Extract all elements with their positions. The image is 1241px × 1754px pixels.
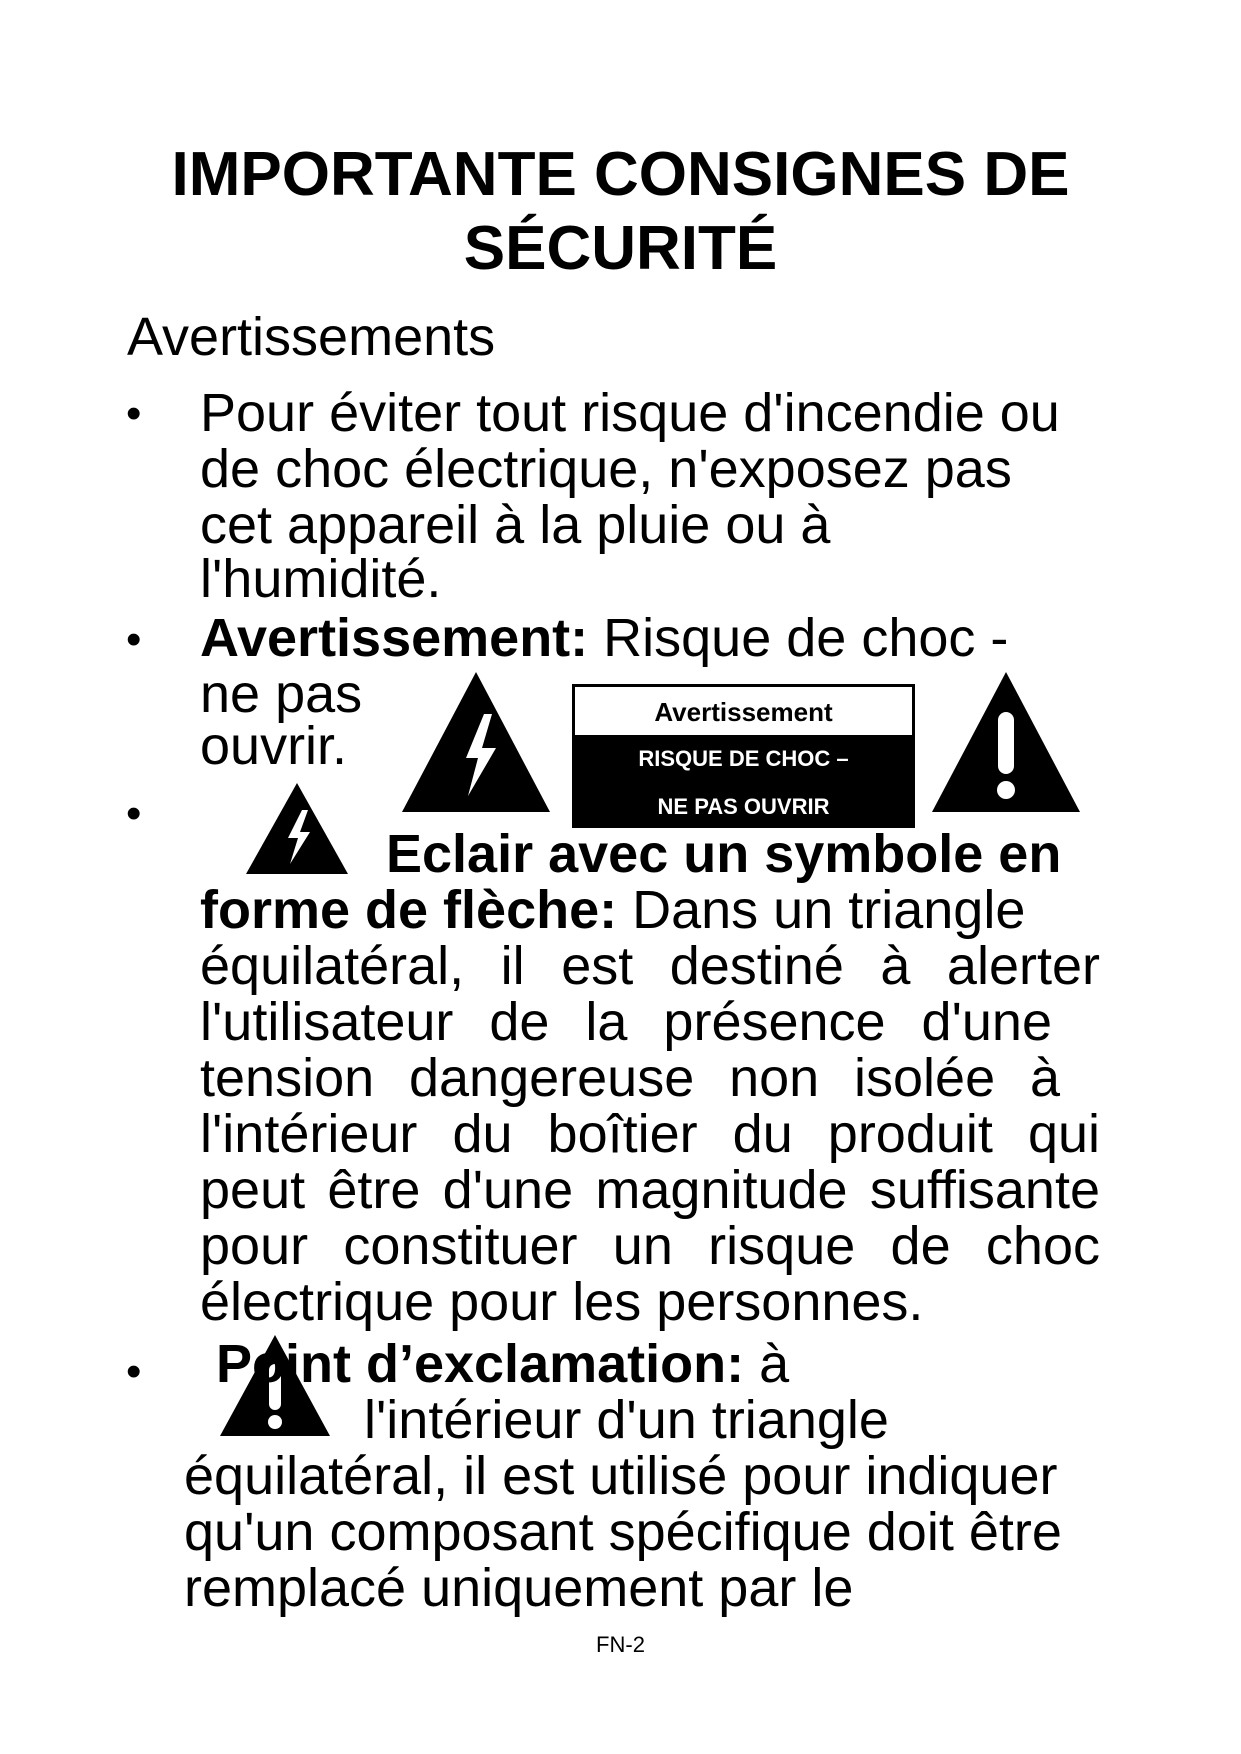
item2-line2: ne pas: [200, 664, 363, 724]
item3-line6: l'intérieur du boîtier du produit qui: [200, 1104, 1100, 1164]
item3-line7: peut être d'une magnitude suffisante: [200, 1160, 1100, 1220]
item3-line9: électrique pour les personnes.: [200, 1272, 924, 1332]
item3-bold-line1: [386, 826, 1061, 882]
item2-line1: [200, 610, 1008, 666]
item2-bold: Avertissement:: [200, 608, 589, 668]
warning-label: [572, 684, 915, 828]
item4-line3: équilatéral, il est utilisé pour indiquer: [184, 1446, 1058, 1506]
bullet-4: •: [126, 1347, 142, 1396]
item3-line3: équilatéral, il est destiné à alerter: [200, 936, 1100, 996]
item1-line4: l'humidité.: [200, 549, 442, 609]
item1-line1: Pour éviter tout risque d'incendie ou: [200, 383, 1060, 443]
item3-bold-text1: Eclair avec un symbole en: [386, 824, 1062, 884]
item3-justified-block: [200, 938, 1100, 1274]
item2-rest: Risque de choc -: [588, 608, 1009, 668]
exclamation-triangle-icon: [930, 668, 1082, 814]
item4-bold: Point d’exclamation:: [216, 1334, 745, 1394]
page-title-line1: IMPORTANTE CONSIGNES DE: [171, 140, 1070, 209]
bullet-2: •: [126, 615, 142, 664]
item2-line3: ouvrir.: [200, 716, 348, 776]
item3-line8: pour constituer un risque de choc: [200, 1216, 1100, 1276]
item3-line2: [200, 882, 1025, 938]
warning-label-line2: NE PAS OUVRIR: [657, 794, 830, 819]
page-title-line2: SÉCURITÉ: [463, 214, 778, 283]
item3-line5: tension dangereuse non isolée à: [200, 1048, 1060, 1108]
item4-line1: [216, 1336, 789, 1392]
item1-line3: cet appareil à la pluie ou à: [200, 495, 831, 555]
warning-label-body: [575, 735, 912, 825]
section-heading: Avertissements: [127, 307, 496, 367]
bullet-3: •: [126, 789, 142, 838]
lightning-triangle-icon: [400, 668, 552, 814]
item3-bold-text2: forme de flèche:: [200, 880, 618, 940]
item1-line2: de choc électrique, n'exposez pas: [200, 439, 1012, 499]
item4-rest: à: [744, 1334, 790, 1394]
page-number: FN-2: [596, 1632, 645, 1657]
bullet-1: •: [126, 389, 142, 438]
item4-line4: qu'un composant spécifique doit être: [184, 1502, 1062, 1562]
warning-label-line1: RISQUE DE CHOC –: [638, 746, 849, 771]
warning-label-header: Avertissement: [654, 697, 833, 727]
item3-rest-line2: Dans un triangle: [617, 880, 1026, 940]
item3-line4: l'utilisateur de la présence d'une: [200, 992, 1052, 1052]
item4-line5: remplacé uniquement par le: [184, 1558, 854, 1618]
page-title: [0, 138, 1241, 286]
lightning-triangle-small-icon: [244, 780, 350, 876]
item4-line2: l'intérieur d'un triangle: [364, 1390, 889, 1450]
